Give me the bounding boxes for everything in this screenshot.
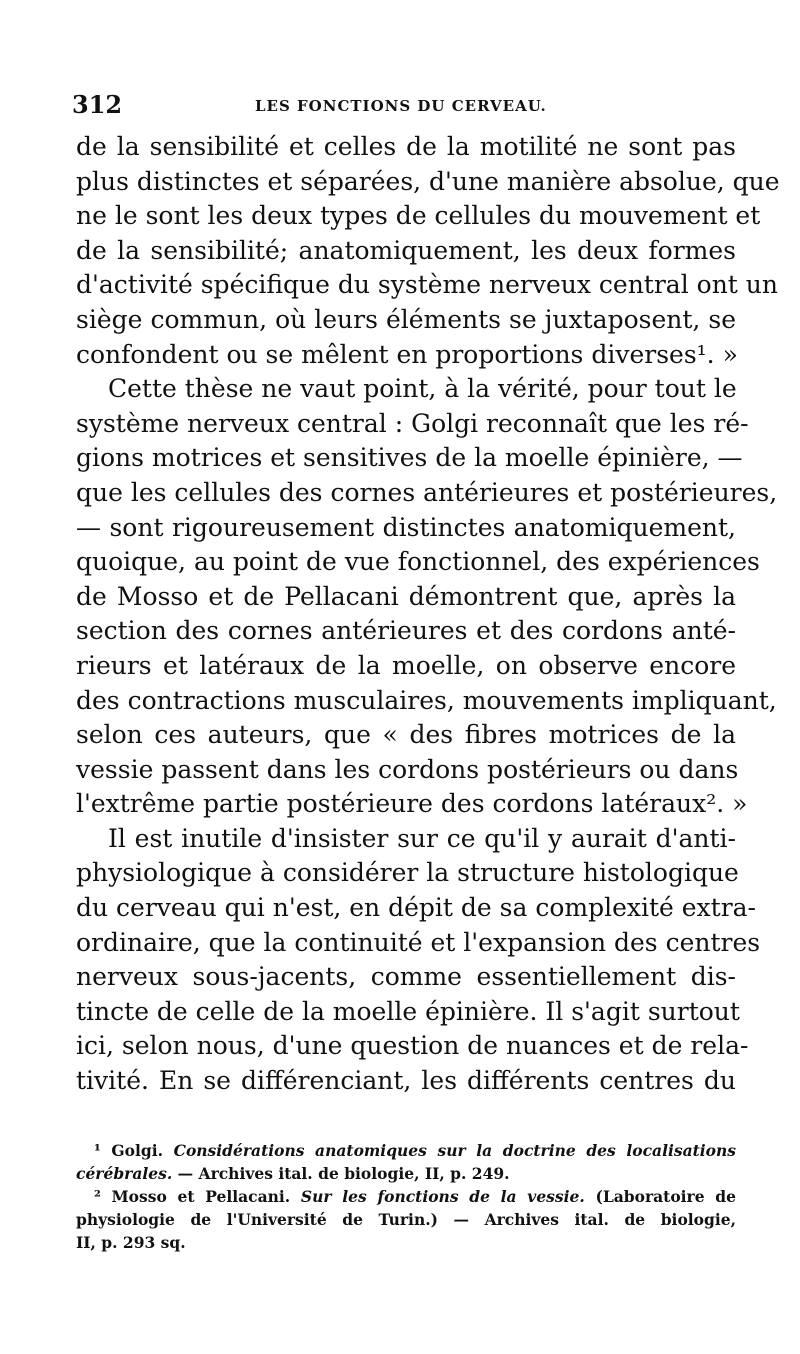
text-line: confondent ou se mêlent en proportions diverses¹. » [76, 339, 738, 369]
text-line: l'extrême partie postérieure des cordons latéraux². » [76, 789, 748, 819]
body-text [76, 130, 780, 1099]
text-line: selon ces auteurs, que « des fibres motrices de la [76, 720, 736, 750]
text-line: de Mosso et de Pellacani démontrent que, après la [76, 581, 736, 611]
text-line: section des cornes antérieures et des cordons anté- [76, 616, 736, 646]
footnote-1-mark: ¹ [94, 1141, 101, 1160]
text-line: quoique, au point de vue fonctionnel, des expériences [76, 547, 760, 577]
text-line: tivité. En se différenciant, les différents centres du [76, 1066, 736, 1096]
footnote-2-title: Sur les fonctions de la vessie. [300, 1187, 585, 1206]
text-line: — sont rigoureusement distinctes anatomiquement, [76, 512, 736, 542]
text-line: système nerveux central : Golgi reconnaît que les ré- [76, 408, 749, 438]
text-line: de la sensibilité et celles de la motilité ne sont pas [76, 132, 736, 161]
text-line: ne le sont les deux types de cellules du mouvement et [76, 201, 761, 231]
text-line: physiologique à considérer la structure histologique [76, 858, 739, 888]
text-line: nerveux sous-jacents, comme essentiellement dis- [76, 962, 736, 992]
footnote-1-continued [76, 1162, 736, 1185]
text-line: vessie passent dans les cordons postérieurs ou dans [76, 754, 739, 784]
text-line: Il est inutile d'insister sur ce qu'il y aurait d'anti- [108, 823, 736, 853]
text-line: des contractions musculaires, mouvements impliquant, [76, 685, 777, 715]
page-number: 312 [72, 90, 123, 119]
footnote-1-author: Golgi. [111, 1141, 163, 1160]
footnote-2-mark: ² [94, 1187, 101, 1206]
text-line: du cerveau qui n'est, en dépit de sa complexité extra- [76, 893, 756, 923]
text-line: Cette thèse ne vaut point, à la vérité, pour tout le [108, 374, 737, 404]
footnote-2-authors: Mosso et Pellacani. [111, 1187, 291, 1206]
running-title: LES FONCTIONS DU CERVEAU. [255, 97, 547, 115]
text-line: rieurs et latéraux de la moelle, on observe encore [76, 650, 736, 680]
footnote-2 [76, 1185, 736, 1208]
footnotes [76, 1139, 736, 1254]
text-line: d'activité spécifique du système nerveux central ont un [76, 270, 779, 300]
footnote-1-title-end: cérébrales. [76, 1164, 173, 1183]
text-line: tincte de celle de la moelle épinière. Il s'agit surtout [76, 996, 740, 1026]
footnote-2-continued: physiologie de l'Université de Turin.) — Archives ital. de biologie, [76, 1210, 736, 1229]
text-line: gions motrices et sensitives de la moelle épinière, — [76, 443, 743, 473]
footnote-1-title: Considérations anatomiques sur la doctrine des localisations [173, 1141, 736, 1160]
footnote-2-lab: (Laboratoire de [595, 1187, 736, 1206]
footnote-2-end: II, p. 293 sq. [76, 1233, 186, 1252]
text-line: plus distinctes et séparées, d'une manière absolue, que [76, 166, 780, 196]
text-line: de la sensibilité; anatomiquement, les deux formes [76, 235, 736, 265]
page-header [72, 90, 732, 124]
footnote-1-reference: — Archives ital. de biologie, II, p. 249. [177, 1164, 510, 1183]
text-line: siège commun, où leurs éléments se juxtaposent, se [76, 304, 736, 334]
text-line: ici, selon nous, d'une question de nuances et de rela- [76, 1031, 749, 1061]
text-line: ordinaire, que la continuité et l'expansion des centres [76, 927, 761, 957]
footnote-1 [76, 1139, 736, 1162]
text-line: que les cellules des cornes antérieures et postérieures, [76, 477, 778, 507]
